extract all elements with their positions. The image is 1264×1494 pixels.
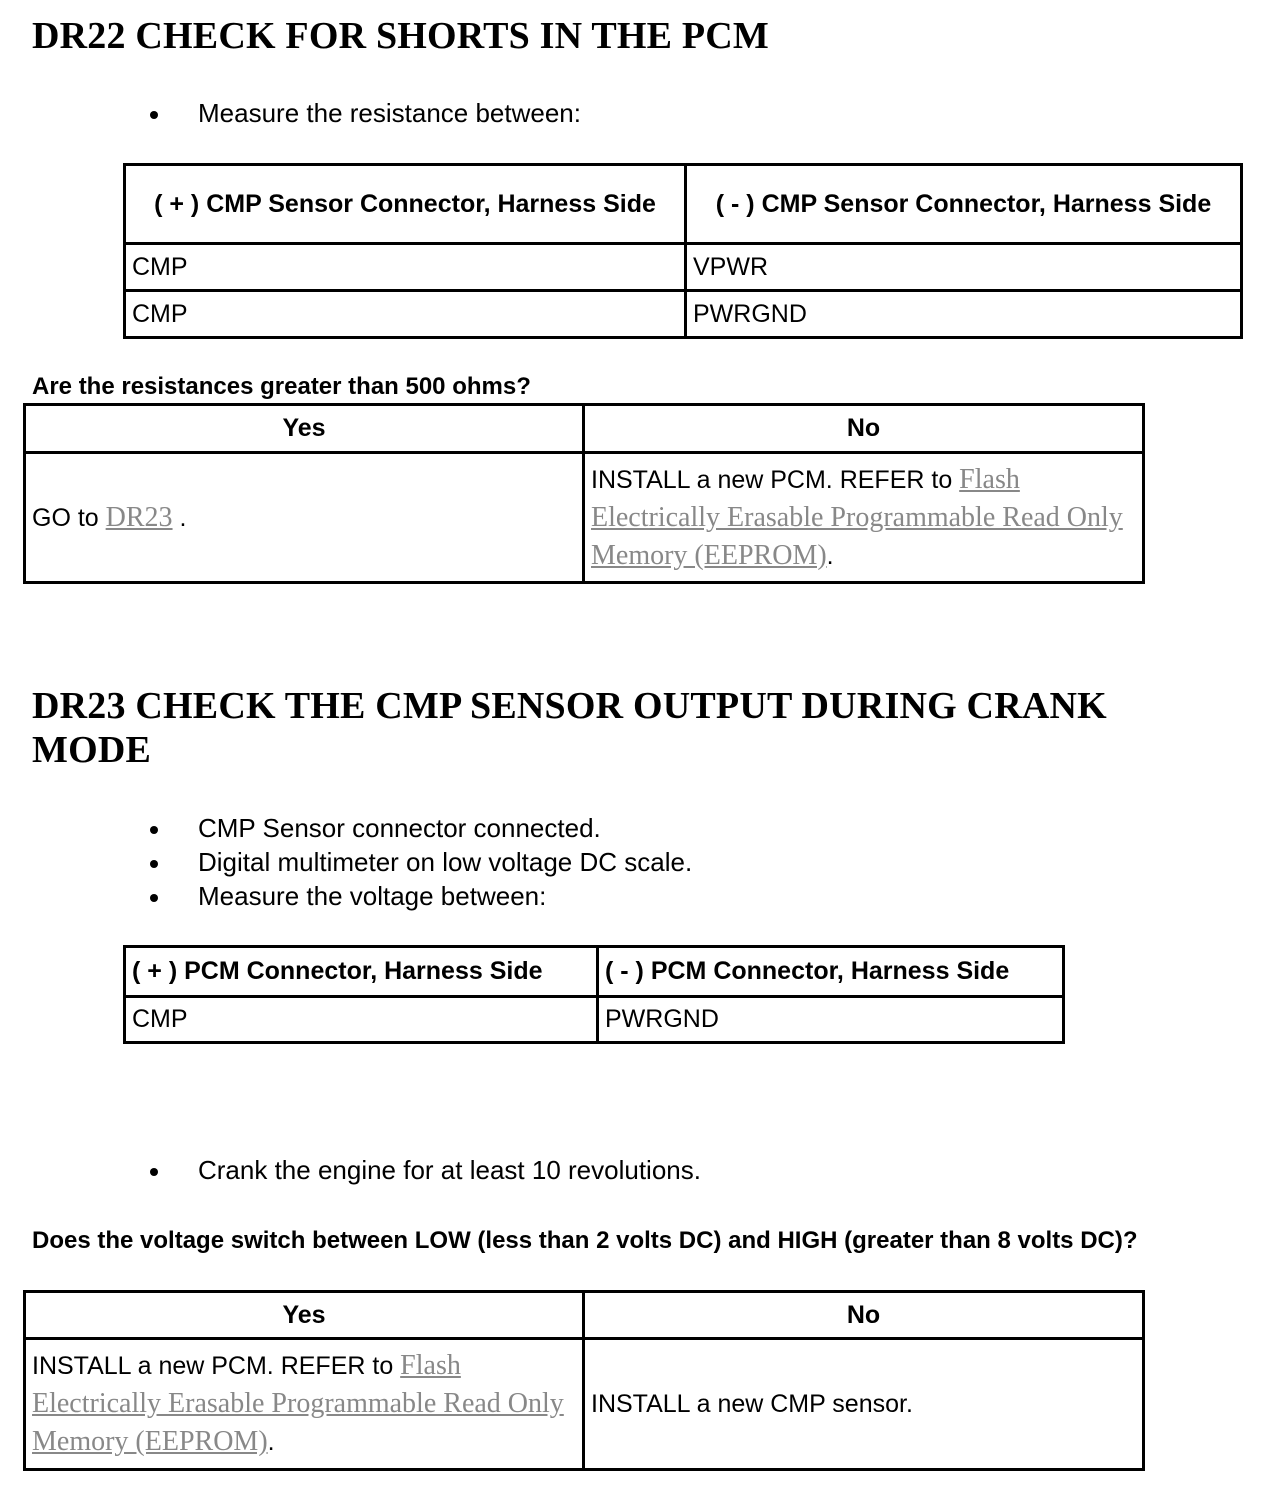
dr22-no-header: No	[584, 405, 1144, 453]
dr23-col-positive: ( + ) PCM Connector, Harness Side	[125, 947, 598, 997]
link-flash-eeprom[interactable]: Flash Electrically Erasable Programmable Read Only Memory (EEPROM)	[32, 1350, 564, 1457]
dr23-measure-table	[123, 945, 1065, 1044]
dr23-row1-pos: CMP	[125, 997, 598, 1043]
dr23-answer-table	[23, 1290, 1145, 1471]
dr23-row1-neg: PWRGND	[598, 997, 1064, 1043]
dr23-no-cell: INSTALL a new CMP sensor.	[584, 1339, 1144, 1470]
dr22-no-suffix: .	[826, 541, 834, 570]
dr23-title: DR23 CHECK THE CMP SENSOR OUTPUT DURING CRANK MODE	[32, 685, 1107, 771]
dr22-bullet-measure: Measure the resistance between:	[150, 96, 581, 130]
dr22-row1-neg: VPWR	[686, 244, 1242, 291]
dr22-bullets	[150, 96, 581, 130]
table-row	[125, 997, 1064, 1043]
dr22-no-prefix: INSTALL a new PCM. REFER to	[591, 465, 953, 494]
dr22-measure-table	[123, 163, 1243, 339]
dr23-bullets-crank	[150, 1153, 701, 1187]
dr23-bullet-measure: Measure the voltage between:	[150, 879, 692, 913]
link-flash-eeprom[interactable]: Flash Electrically Erasable Programmable Read Only Memory (EEPROM)	[591, 463, 1123, 571]
dr23-bullet-connected: CMP Sensor connector connected.	[150, 811, 692, 845]
link-dr23[interactable]: DR23	[105, 501, 173, 533]
dr23-bullet-multimeter: Digital multimeter on low voltage DC scale.	[150, 845, 692, 879]
dr22-col-negative: ( - ) CMP Sensor Connector, Harness Side	[686, 165, 1242, 244]
dr23-question: Does the voltage switch between LOW (less than 2 volts DC) and HIGH (greater than 8 volts DC)?	[32, 1227, 1138, 1254]
dr23-bullet-crank: Crank the engine for at least 10 revolutions.	[150, 1153, 701, 1187]
dr22-yes-header: Yes	[25, 405, 584, 453]
dr23-bullets	[150, 811, 692, 913]
dr22-no-cell	[584, 453, 1144, 583]
table-row	[125, 244, 1242, 291]
table-row	[125, 291, 1242, 338]
dr23-yes-cell	[25, 1339, 584, 1470]
dr23-col-negative: ( - ) PCM Connector, Harness Side	[598, 947, 1064, 997]
dr22-row2-neg: PWRGND	[686, 291, 1242, 338]
dr22-col-positive: ( + ) CMP Sensor Connector, Harness Side	[125, 165, 686, 244]
dr22-yes-cell	[25, 453, 584, 583]
dr22-yes-suffix: .	[179, 503, 187, 532]
dr22-answer-table	[23, 403, 1145, 584]
dr23-yes-suffix: .	[267, 1428, 275, 1456]
dr22-row1-pos: CMP	[125, 244, 686, 291]
dr22-row2-pos: CMP	[125, 291, 686, 338]
dr23-yes-prefix: INSTALL a new PCM. REFER to	[32, 1352, 394, 1380]
dr23-no-header: No	[584, 1292, 1144, 1339]
dr23-yes-header: Yes	[25, 1292, 584, 1339]
dr22-yes-prefix: GO to	[32, 503, 99, 532]
dr22-title: DR22 CHECK FOR SHORTS IN THE PCM	[32, 15, 769, 57]
dr22-question: Are the resistances greater than 500 ohms?	[32, 373, 531, 400]
